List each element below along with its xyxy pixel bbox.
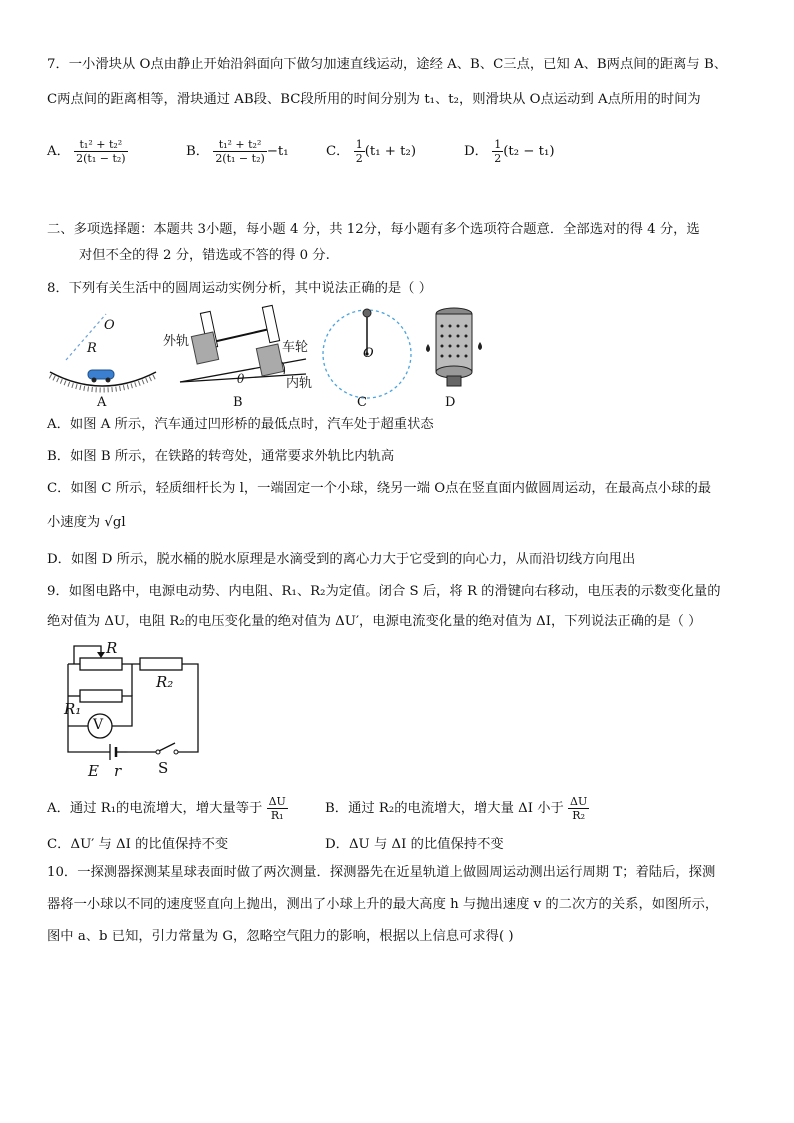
q7-option-a-fraction: $\frac{\text{t₁² + t₂²}}{\text{2(t₁ − t₂)}}$ <box>76 138 126 165</box>
q7-option-c[interactable]: C． $\frac{1}{2}$ (t₁ + t₂) <box>326 138 417 165</box>
circuit-r-internal-label: r <box>114 762 122 780</box>
q8-option-c-line2[interactable]: 小速度为 √gl <box>47 515 126 530</box>
q7-option-d[interactable]: D． $\frac{1}{2}$ (t₂ − t₁) <box>464 138 555 165</box>
resistor-r1 <box>80 690 122 702</box>
circuit-e-label: E <box>88 762 99 780</box>
q9-option-b[interactable]: B．通过 R₂的电流增大，增大量 ΔI 小于 $\frac{\Delta U}{\text{R₂}}$ <box>325 795 588 822</box>
q8-option-d[interactable]: D．如图 D 所示，脱水桶的脱水原理是水滴受到的离心力大于它受到的向心力，从而沿切线方向甩出 <box>47 552 636 567</box>
q7-option-b[interactable]: B． $\frac{\text{t₁² + t₂²}}{\text{2(t₁ − t₂)}}$ −t₁ <box>186 138 289 165</box>
section2-line1: 二、多项选择题：本题共 3小题，每小题 4 分，共 12分，每小题有多个选项符合题意．全部选对的得 4 分，选 <box>47 222 700 237</box>
car-icon <box>88 370 114 379</box>
circuit-s-label: S <box>158 759 169 777</box>
q9-option-a[interactable]: A．通过 R₁的电流增大，增大量等于 $\frac{\Delta U}{\text{R₁}}$ <box>47 795 286 822</box>
q7-option-b-fraction: $\frac{\text{t₁² + t₂²}}{\text{2(t₁ − t₂)}}$ <box>215 138 265 165</box>
q7-line2: C两点间的距离相等，滑块通过 AB段、BC段所用的时间分别为 t₁、t₂，则滑块从 O点运动到 A点所用的时间为 <box>47 92 701 107</box>
q9-option-d[interactable]: D．ΔU 与 ΔI 的比值保持不变 <box>325 837 504 852</box>
section2-line2: 对但不全的得 2 分，错选或不答的得 0 分. <box>79 248 330 263</box>
fig-c-caption: C <box>357 395 367 410</box>
circuit-r2-label: R₂ <box>156 673 174 691</box>
q7-option-a[interactable]: A． $\frac{\text{t₁² + t₂²}}{\text{2(t₁ − t₂)}}$ <box>47 138 126 165</box>
fig-b-caption: B <box>233 395 243 410</box>
q9-option-c[interactable]: C．ΔU′ 与 ΔI 的比值保持不变 <box>47 837 229 852</box>
circuit-r1-label: R₁ <box>64 700 82 718</box>
fig-b-theta-label: θ <box>237 372 245 386</box>
q9-option-a-fraction: $\frac{\Delta U}{\text{R₁}}$ <box>268 795 286 822</box>
q9-line1: 9．如图电路中，电源电动势、内电阻、R₁、R₂为定值。闭合 S 后，将 R 的滑键向右移动，电压表的示数变化量的 <box>47 584 721 599</box>
fig-b-wheel-label: 车轮 <box>282 340 309 355</box>
figure-d-spin-dryer-icon <box>426 308 482 386</box>
q8-option-c-line1[interactable]: C．如图 C 所示，轻质细杆长为 l，一端固定一个小球，绕另一端 O点在竖直面内做圆周运动，在最高点小球的最 <box>47 481 712 496</box>
fig-d-caption: D <box>445 395 456 410</box>
q7-option-d-fraction: $\frac{1}{2}$ <box>494 138 502 165</box>
q7-option-c-fraction: $\frac{1}{2}$ <box>355 138 363 165</box>
fig-c-o-label: O <box>363 346 374 361</box>
resistor-r2 <box>140 658 182 670</box>
fig-a-caption: A <box>97 395 107 410</box>
circuit-v-label: V <box>93 717 104 733</box>
q10-line1: 10．一探测器探测某星球表面时做了两次测量．探测器先在近星轨道上做圆周运动测出运行周期 T；着陆后，探测 <box>47 865 716 880</box>
figure-a-concave-bridge <box>50 314 156 390</box>
q8-option-b[interactable]: B．如图 B 所示，在铁路的转弯处，通常要求外轨比内轨高 <box>47 449 395 464</box>
fig-a-r-label: R <box>87 341 97 356</box>
fig-b-outer-rail-label: 外轨 <box>163 334 190 349</box>
fig-b-inner-rail-label: 内轨 <box>286 376 313 391</box>
q10-line2: 器将一小球以不同的速度竖直向上抛出，测出了小球上升的最大高度 h 与抛出速度 v 的二次方的关系，如图所示， <box>47 897 719 912</box>
circuit-r-label: R <box>106 639 118 657</box>
rheostat-r <box>80 658 122 670</box>
q10-line3: 图中 a、b 已知，引力常量为 G，忽略空气阻力的影响，根据以上信息可求得( ) <box>47 929 514 944</box>
fig-a-o-label: O <box>104 318 115 333</box>
q7-line1: 7．一小滑块从 O点由静止开始沿斜面向下做匀加速直线运动，途经 A、B、C三点，已知 A、B两点间的距离与 B、 <box>47 57 728 72</box>
q8-stem: 8．下列有关生活中的圆周运动实例分析，其中说法正确的是（ ） <box>47 281 432 296</box>
q8-option-a[interactable]: A．如图 A 所示，汽车通过凹形桥的最低点时，汽车处于超重状态 <box>47 417 434 432</box>
q9-line2: 绝对值为 ΔU，电阻 R₂的电压变化量的绝对值为 ΔU′，电源电流变化量的绝对值为 ΔI，下列说法正确的是（ ） <box>47 614 702 629</box>
q9-option-b-fraction: $\frac{\Delta U}{\text{R₂}}$ <box>570 795 588 822</box>
